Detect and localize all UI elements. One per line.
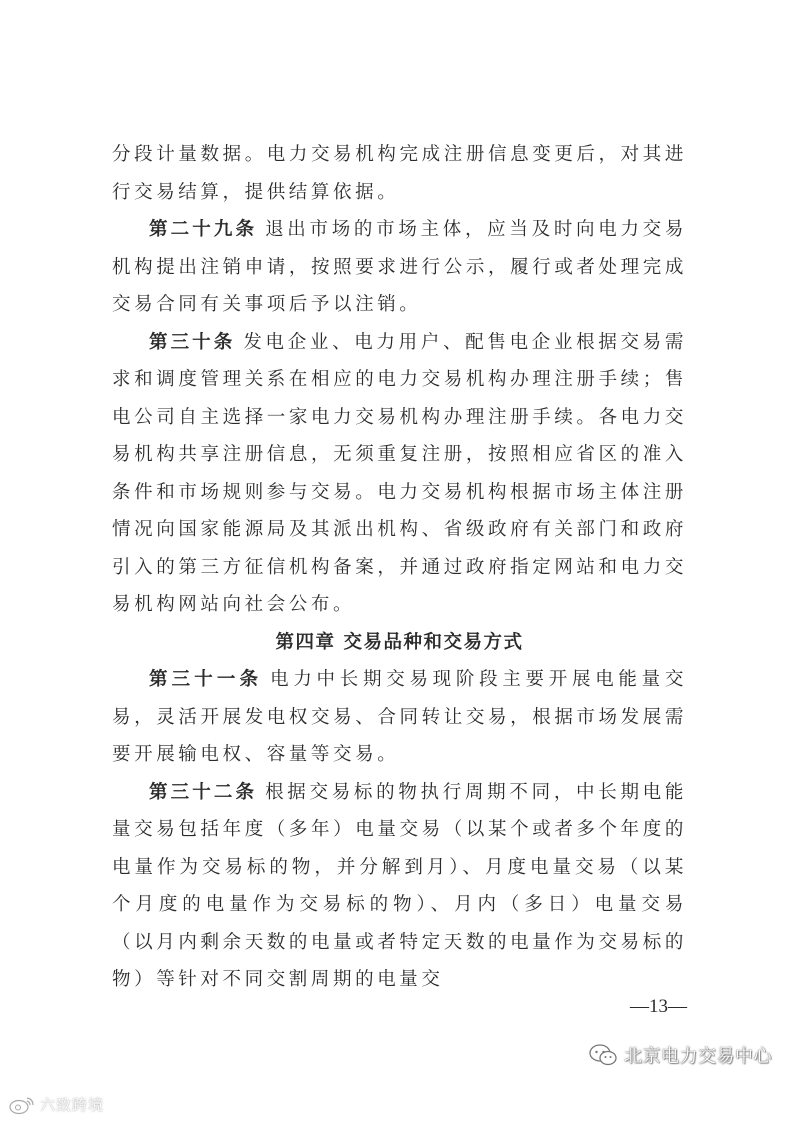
weibo-watermark [8, 1094, 104, 1115]
document-body [112, 136, 687, 999]
article-32 [112, 774, 687, 999]
article-text: 退出市场的市场主体，应当及时向电力交易机构提出注销申请，按照要求进行公示，履行或者处理完成交易合同有关事项后予以注销。 [112, 219, 687, 315]
article-number: 第三十条 [149, 331, 236, 353]
weibo-logo-icon [8, 1095, 36, 1115]
wechat-watermark [588, 1042, 772, 1068]
article-29 [112, 211, 687, 324]
article-text: 发电企业、电力用户、配售电企业根据交易需求和调度管理关系在相应的电力交易机构办理注册手续；售电公司自主选择一家电力交易机构办理注册手续。各电力交易机构共享注册信息，无须重复注册，按照相应省区的准入条件和市场规则参与交易。电力交易机构根据市场主体注册情况向国家能源局及其派出机构、省级政府有关部门和政府引入的第三方征信机构备案，并通过政府指定网站和电力交易机构网站向社会公布。 [112, 331, 687, 615]
wechat-watermark-text: 北京电力交易中心 [624, 1046, 772, 1067]
article-text: 电力中长期交易现阶段主要开展电能量交易，灵活开展发电权交易、合同转让交易，根据市场发展需要开展输电权、容量等交易。 [112, 669, 687, 765]
weibo-watermark-text: 六致跨境 [40, 1096, 105, 1114]
chapter-heading: 第四章 交易品种和交易方式 [275, 631, 524, 653]
wechat-logo-icon [588, 1043, 618, 1067]
paragraph-continuation: 分段计量数据。电力交易机构完成注册信息变更后，对其进行交易结算，提供结算依据。 [112, 144, 687, 203]
article-text: 根据交易标的物执行周期不同，中长期电能量交易包括年度（多年）电量交易（以某个或者多个年度的电量作为交易标的物，并分解到月）、月度电量交易（以某个月度的电量作为交易标的物）、月内（多日）电量交易（以月内剩余天数的电量或者特定天数的电量作为交易标的物）等针对不同交割周期的电量交 [112, 781, 687, 990]
article-number: 第二十九条 [149, 219, 258, 240]
article-31 [112, 661, 687, 774]
article-number: 第三十二条 [149, 781, 258, 803]
article-30 [112, 324, 687, 624]
article-number: 第三十一条 [149, 669, 263, 690]
page-number: —13— [630, 996, 687, 1017]
